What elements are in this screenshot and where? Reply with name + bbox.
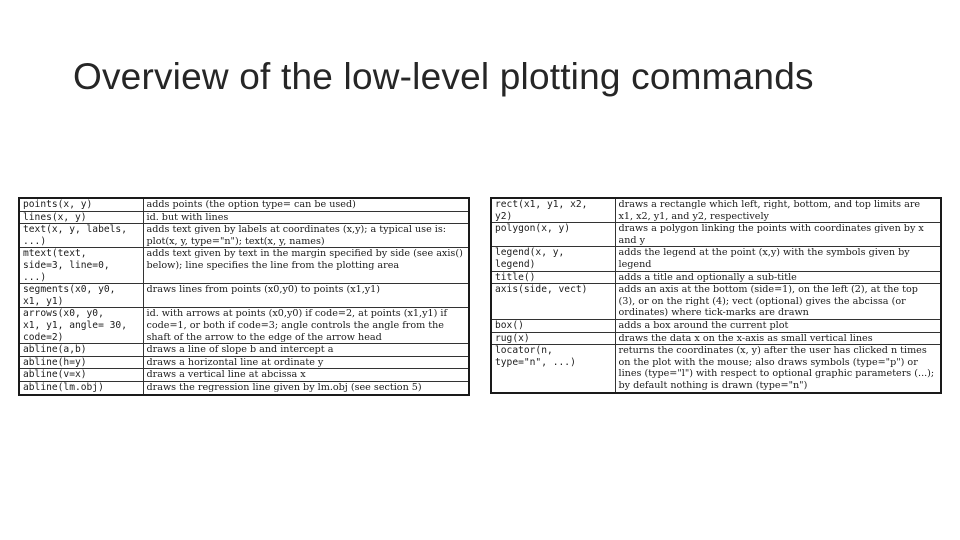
description-cell: adds points (the option type= can be used) bbox=[143, 198, 469, 211]
table-row bbox=[19, 284, 469, 308]
commands-table-left bbox=[18, 197, 470, 396]
commands-table-right bbox=[490, 197, 942, 394]
description-cell: draws a rectangle which left, right, bottom, and top limits are x1, x2, y1, and y2, respectively bbox=[615, 198, 941, 223]
table-row bbox=[491, 198, 941, 223]
table-row bbox=[19, 344, 469, 357]
command-cell: axis(side, vect) bbox=[491, 284, 615, 320]
command-cell: text(x, y, labels, ...) bbox=[19, 224, 143, 248]
command-cell: arrows(x0, y0, x1, y1, angle= 30, code=2) bbox=[19, 308, 143, 344]
command-cell: points(x, y) bbox=[19, 198, 143, 211]
table-row bbox=[19, 308, 469, 344]
table-row bbox=[19, 224, 469, 248]
description-cell: adds an axis at the bottom (side=1), on the left (2), at the top (3), or on the right (4); vect (optional) gives the abcissa (or ordinates) where tick-marks are drawn bbox=[615, 284, 941, 320]
description-cell: draws a vertical line at abcissa x bbox=[143, 369, 469, 382]
table-row bbox=[19, 381, 469, 394]
description-cell: draws the regression line given by lm.obj (see section 5) bbox=[143, 381, 469, 394]
table-row bbox=[19, 356, 469, 369]
table-row bbox=[19, 248, 469, 284]
command-cell: mtext(text, side=3, line=0, ...) bbox=[19, 248, 143, 284]
command-cell: segments(x0, y0, x1, y1) bbox=[19, 284, 143, 308]
description-cell: id. with arrows at points (x0,y0) if code=2, at points (x1,y1) if code=1, or both if code=3; angle controls the angle from the shaft of the arrow to the edge of the arrow head bbox=[143, 308, 469, 344]
description-cell: draws a horizontal line at ordinate y bbox=[143, 356, 469, 369]
description-cell: draws a line of slope b and intercept a bbox=[143, 344, 469, 357]
command-cell: title() bbox=[491, 271, 615, 284]
command-cell: rect(x1, y1, x2, y2) bbox=[491, 198, 615, 223]
table-row bbox=[19, 369, 469, 382]
command-cell: abline(h=y) bbox=[19, 356, 143, 369]
table-row bbox=[491, 223, 941, 247]
description-cell: draws the data x on the x-axis as small vertical lines bbox=[615, 332, 941, 345]
table-row bbox=[19, 198, 469, 211]
table-row bbox=[491, 284, 941, 320]
description-cell: adds a box around the current plot bbox=[615, 319, 941, 332]
command-cell: rug(x) bbox=[491, 332, 615, 345]
table-row bbox=[19, 211, 469, 224]
command-cell: abline(lm.obj) bbox=[19, 381, 143, 394]
command-cell: abline(a,b) bbox=[19, 344, 143, 357]
commands-table-left-body bbox=[19, 198, 469, 395]
table-row bbox=[491, 271, 941, 284]
slide-title: Overview of the low-level plotting commands bbox=[73, 56, 814, 97]
description-cell: adds text given by labels at coordinates (x,y); a typical use is: plot(x, y, type="n"); text(x, y, names) bbox=[143, 224, 469, 248]
table-row bbox=[491, 247, 941, 271]
description-cell: adds the legend at the point (x,y) with the symbols given by legend bbox=[615, 247, 941, 271]
command-cell: locator(n, type="n", ...) bbox=[491, 345, 615, 393]
table-row bbox=[491, 332, 941, 345]
description-cell: adds text given by text in the margin specified by side (see axis() below); line specifies the line from the plotting area bbox=[143, 248, 469, 284]
table-row bbox=[491, 345, 941, 393]
command-cell: polygon(x, y) bbox=[491, 223, 615, 247]
command-cell: abline(v=x) bbox=[19, 369, 143, 382]
description-cell: id. but with lines bbox=[143, 211, 469, 224]
command-cell: legend(x, y, legend) bbox=[491, 247, 615, 271]
command-cell: box() bbox=[491, 319, 615, 332]
description-cell: draws a polygon linking the points with coordinates given by x and y bbox=[615, 223, 941, 247]
description-cell: adds a title and optionally a sub-title bbox=[615, 271, 941, 284]
commands-table-right-body bbox=[491, 198, 941, 393]
description-cell: returns the coordinates (x, y) after the user has clicked n times on the plot with the mouse; also draws symbols (type="p") or lines (type="l") with respect to optional graphic parameters (...); by default nothing is drawn (type="n") bbox=[615, 345, 941, 393]
table-row bbox=[491, 319, 941, 332]
description-cell: draws lines from points (x0,y0) to points (x1,y1) bbox=[143, 284, 469, 308]
command-cell: lines(x, y) bbox=[19, 211, 143, 224]
